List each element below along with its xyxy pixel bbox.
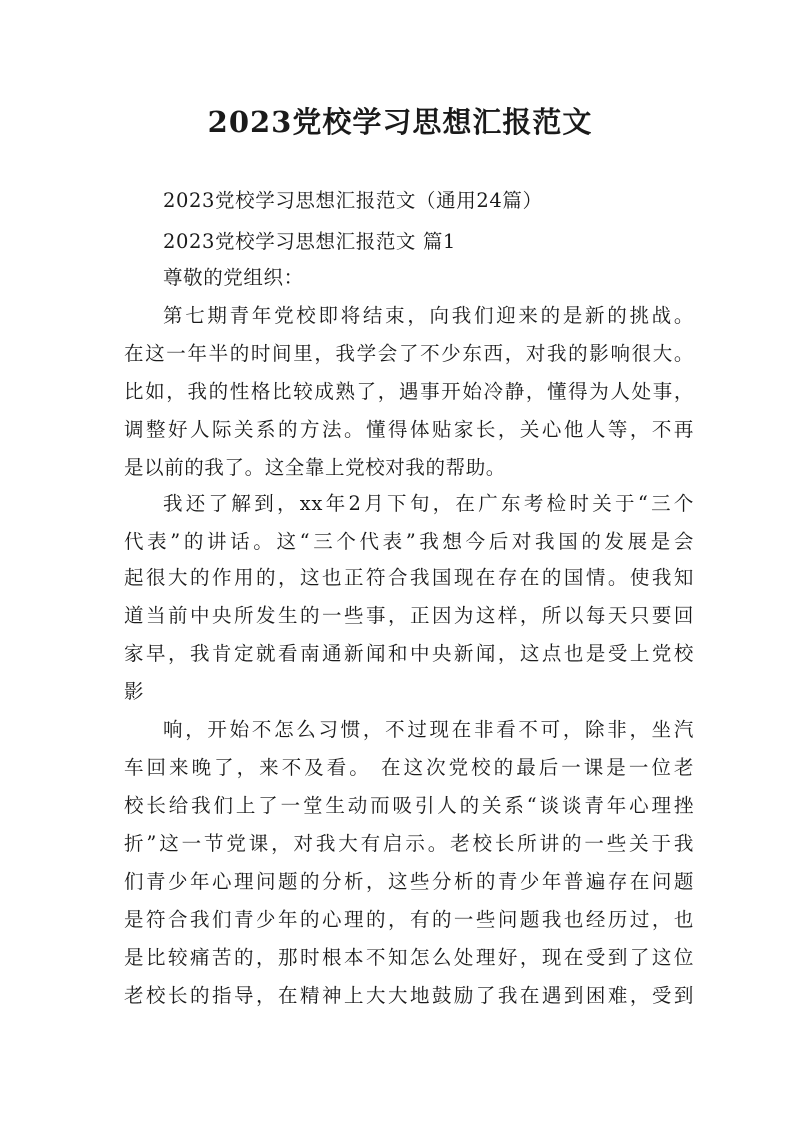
paragraph-line: 是比较痛苦的，那时根本不知怎么处理好，现在受到了这位 — [124, 946, 694, 969]
paragraph-line: 代表”的讲话。这“三个代表”我想今后对我国的发展是会 — [124, 530, 694, 553]
paragraph-line: 们青少年心理问题的分析，这些分析的青少年普遍存在问题 — [124, 870, 694, 893]
paragraph-line: 校长给我们上了一堂生动而吸引人的关系“谈谈青年心理挫 — [124, 794, 694, 817]
paragraph-line: 在这一年半的时间里，我学会了不少东西，对我的影响很大。 — [124, 342, 694, 365]
paragraph-line: 是符合我们青少年的心理的，有的一些问题我也经历过，也 — [124, 908, 694, 931]
paragraph-line: 车回来晚了，来不及看。 在这次党校的最后一课是一位老 — [124, 756, 694, 779]
paragraph-line: 比如，我的性格比较成熟了，遇事开始冷静，懂得为人处事， — [124, 380, 694, 403]
paragraph-line: 响，开始不怎么习惯，不过现在非看不可，除非，坐汽 — [163, 718, 694, 741]
paragraph-line: 第七期青年党校即将结束，向我们迎来的是新的挑战。 — [163, 304, 694, 327]
document-title: 2023党校学习思想汇报范文 — [207, 105, 593, 139]
paragraph-line: 调整好人际关系的方法。懂得体贴家长，关心他人等，不再 — [124, 418, 694, 441]
paragraph-line: 道当前中央所发生的一些事，正因为这样，所以每天只要回 — [124, 604, 694, 627]
paragraph-line: 起很大的作用的，这也正符合我国现在存在的国情。使我知 — [124, 566, 694, 589]
paragraph-line: 家早，我肯定就看南通新闻和中央新闻，这点也是受上党校 — [124, 642, 694, 665]
document-subtitle: 2023党校学习思想汇报范文（通用24篇） — [163, 189, 543, 212]
paragraph-line: 影 — [124, 680, 145, 703]
section-heading: 2023党校学习思想汇报范文 篇1 — [163, 230, 456, 253]
salutation: 尊敬的党组织： — [163, 266, 304, 289]
paragraph-line: 是以前的我了。这全靠上党校对我的帮助。 — [124, 456, 506, 479]
paragraph-line: 老校长的指导，在精神上大大地鼓励了我在遇到困难，受到 — [124, 984, 694, 1007]
paragraph-line: 我还了解到，xx年2月下旬，在广东考检时关于“三个 — [163, 492, 694, 515]
paragraph-line: 折”这一节党课，对我大有启示。老校长所讲的一些关于我 — [124, 832, 694, 855]
